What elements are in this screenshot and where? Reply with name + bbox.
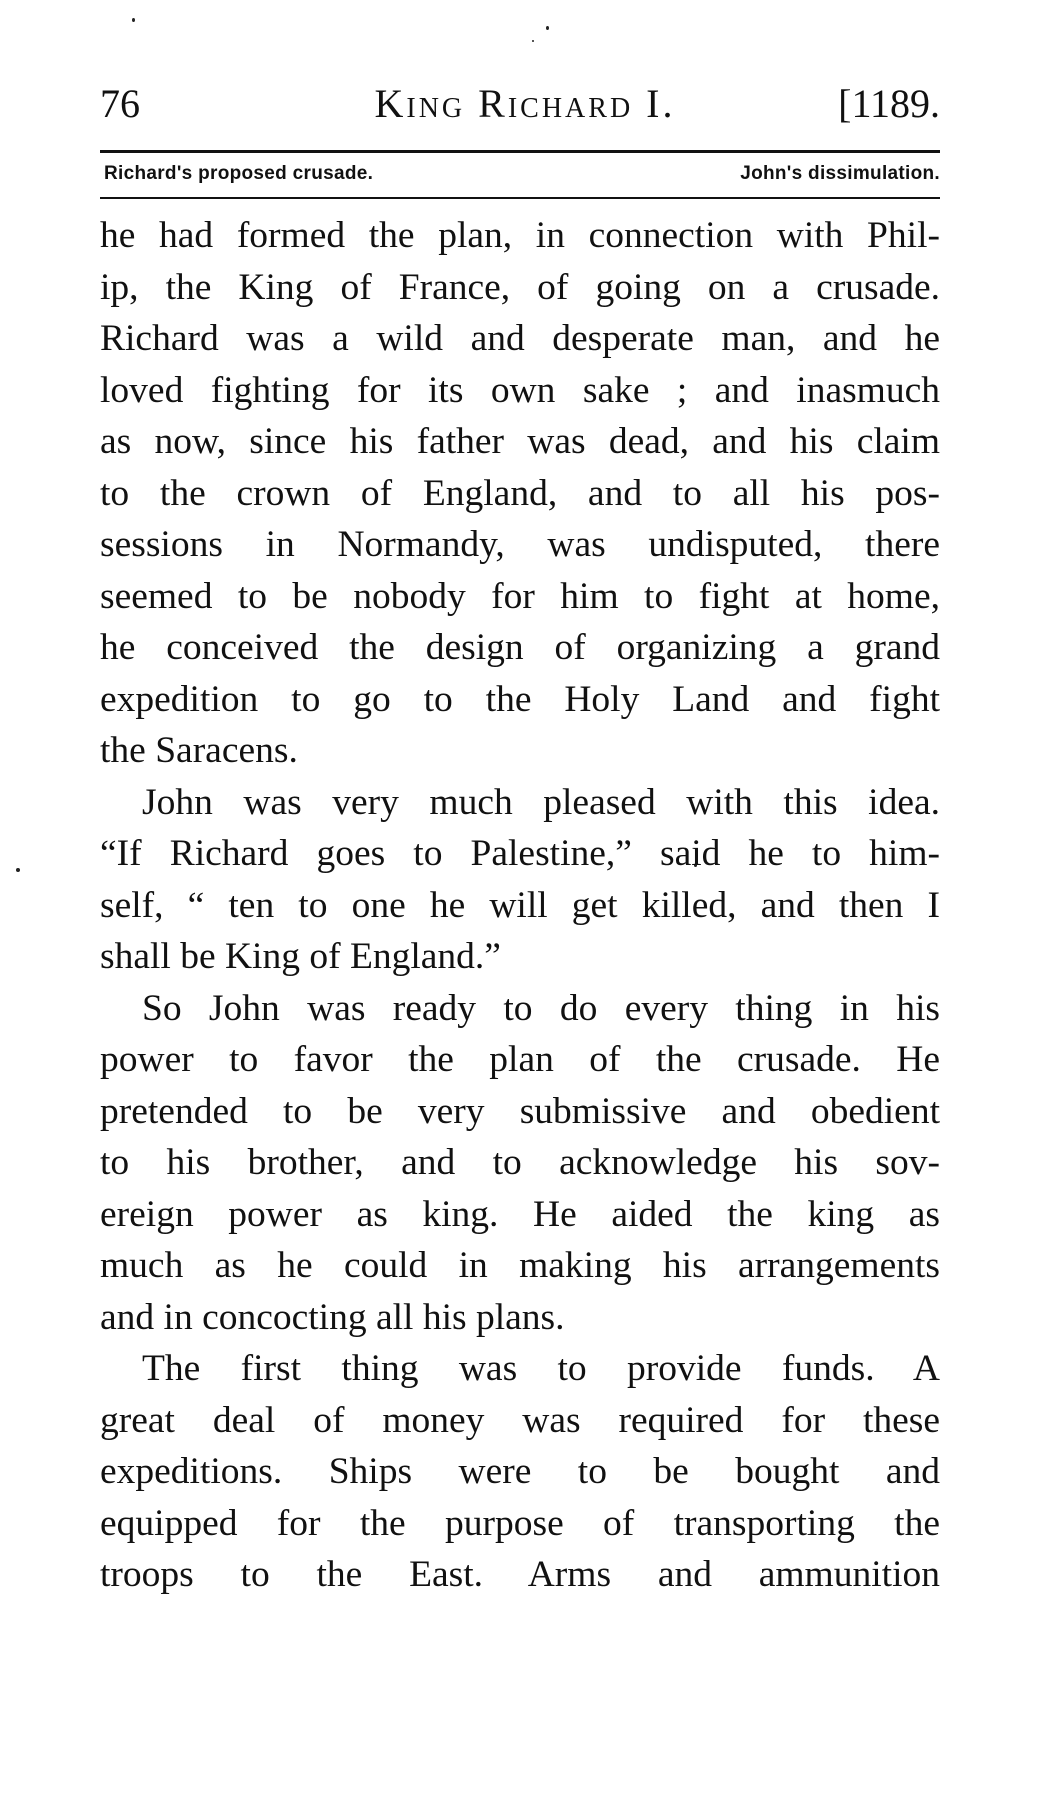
text-line: much as he could in making his arrangements (100, 1245, 940, 1286)
print-speck (132, 18, 135, 22)
print-speck (532, 40, 534, 42)
text-line: seemed to be nobody for him to fight at home, (100, 575, 940, 617)
body-text (100, 210, 940, 1601)
text-line: to his brother, and to acknowledge his sov- (100, 1142, 940, 1183)
text-line: expedition to go to the Holy Land and fight (100, 678, 940, 720)
text-line: loved fighting for its own sake ; and inasmuch (100, 369, 940, 411)
text-line: shall be King of England.” (100, 936, 501, 977)
text-line: and in concocting all his plans. (100, 1296, 565, 1338)
text-line: he had formed the plan, in connection with Phil- (100, 215, 940, 256)
subhead-right: John's dissimulation. (740, 163, 940, 184)
text-line: he conceived the design of organizing a grand (100, 627, 940, 668)
running-title: King Richard I. (374, 81, 676, 126)
text-line: sessions in Normandy, was undisputed, there (100, 524, 940, 565)
text-line: to the crown of England, and to all his pos- (100, 472, 940, 514)
header-rule (100, 150, 940, 153)
text-line: power to favor the plan of the crusade. He (100, 1039, 940, 1080)
text-line: So John was ready to do every thing in his (142, 987, 940, 1029)
text-line: as now, since his father was dead, and his claim (100, 421, 940, 462)
text-line: “If Richard goes to Palestine,” said he to him- (100, 833, 940, 874)
subhead-rule (100, 197, 940, 199)
page-number: 76 (100, 81, 140, 126)
text-line: self, “ ten to one he will get killed, and then I (100, 884, 940, 926)
text-line: pretended to be very submissive and obedient (100, 1090, 940, 1132)
subhead-left: Richard's proposed crusade. (104, 163, 374, 184)
print-speck (546, 26, 549, 30)
text-line: ereign power as king. He aided the king as (100, 1193, 940, 1235)
text-line: troops to the East. Arms and ammunition (100, 1554, 940, 1595)
text-line: the Saracens. (100, 730, 298, 771)
text-line: John was very much pleased with this idea. (142, 781, 940, 823)
running-header (100, 80, 940, 142)
text-line: great deal of money was required for these (100, 1399, 940, 1441)
print-speck (16, 868, 20, 872)
text-line: ip, the King of France, of going on a crusade. (100, 266, 940, 308)
marginal-subheads (100, 160, 940, 190)
text-line: expeditions. Ships were to be bought and (100, 1451, 940, 1492)
text-line: The first thing was to provide funds. A (142, 1348, 940, 1389)
text-line: equipped for the purpose of transporting the (100, 1502, 940, 1544)
text-line: Richard was a wild and desperate man, and he (100, 318, 940, 359)
header-year: [1189. (838, 81, 940, 126)
